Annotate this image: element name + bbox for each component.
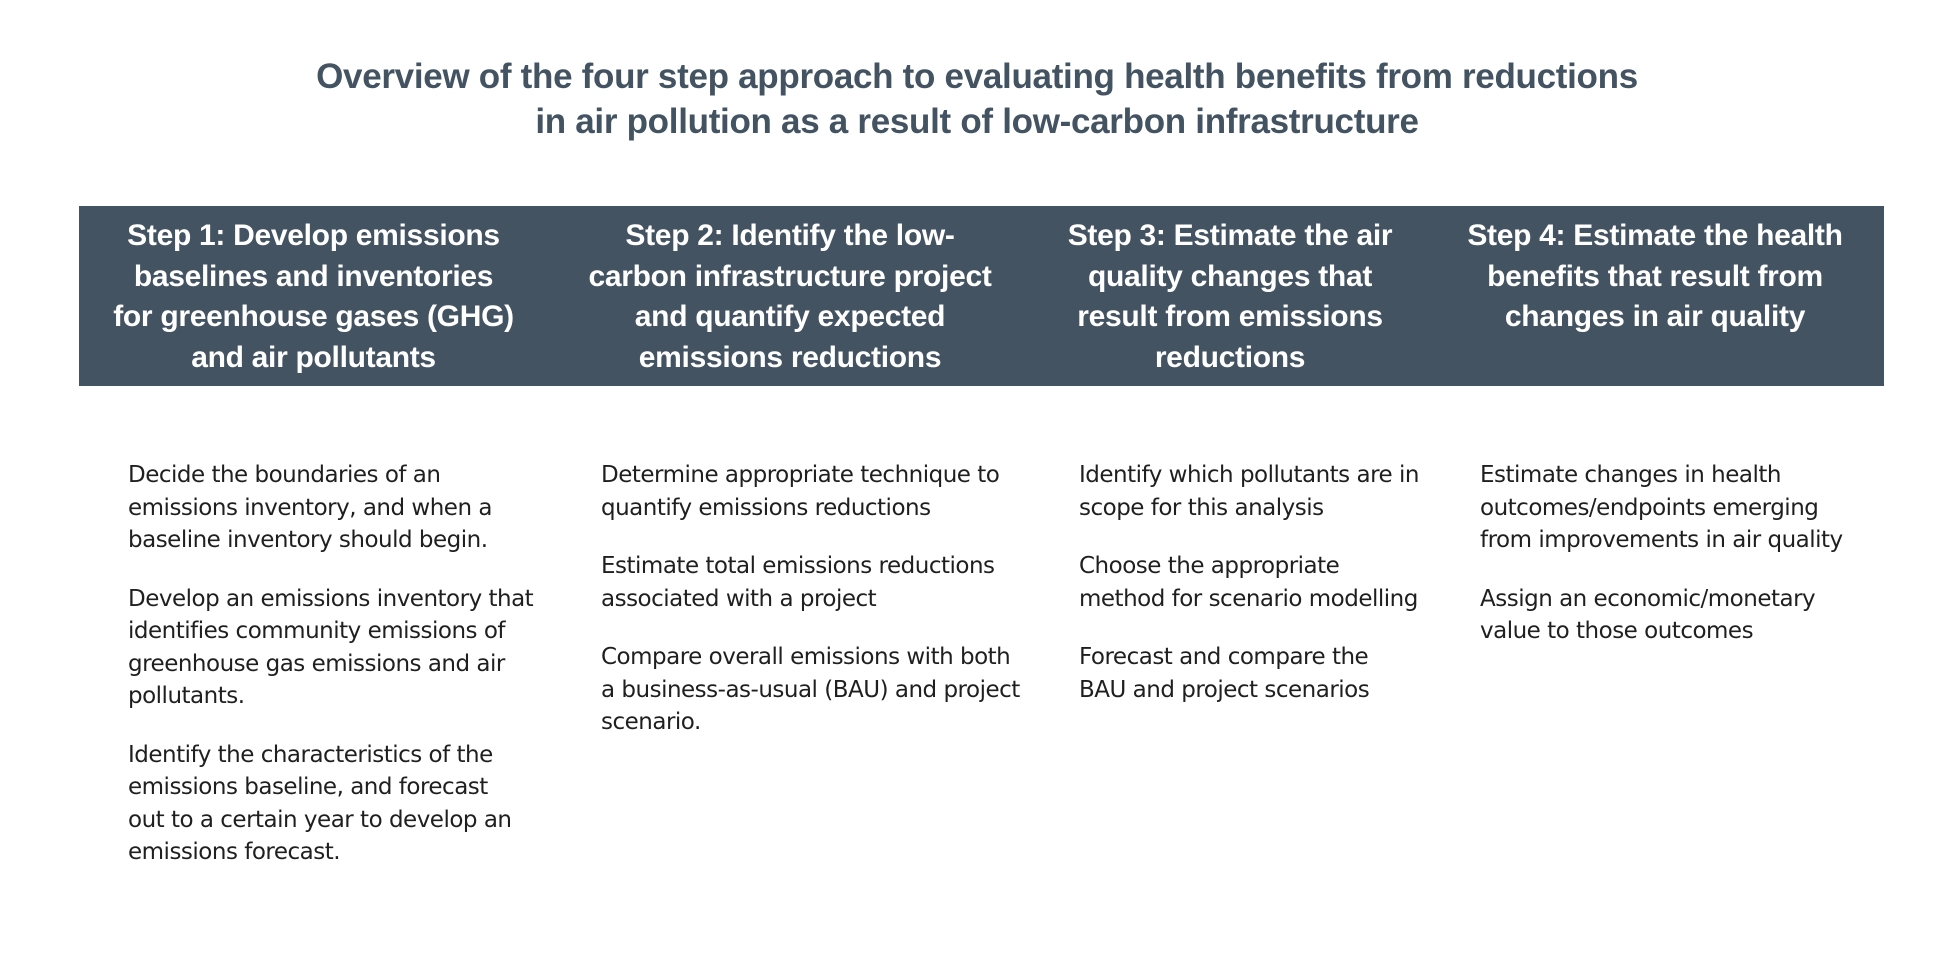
step-2-title-line: and quantify expected [634, 300, 946, 333]
text-line: Decide the boundaries of an [128, 462, 441, 488]
step-1-title-line: baselines and inventories [133, 259, 494, 293]
text-line: associated with a project [601, 585, 877, 612]
step-4-details [1480, 459, 1880, 674]
step-1-paragraph [128, 739, 558, 869]
text-line: Assign an economic/monetary [1480, 585, 1816, 612]
text-line: scenario. [601, 709, 701, 735]
step-2-paragraph [601, 550, 1041, 615]
step-3-paragraph [1079, 550, 1469, 615]
text-line: emissions forecast. [128, 839, 341, 865]
step-4-paragraph [1480, 459, 1880, 557]
step-2-paragraph [601, 459, 1041, 524]
text-line: outcomes/endpoints emerging [1480, 494, 1819, 521]
step-2-title-line: emissions reductions [638, 340, 942, 374]
step-1-title-line: and air pollutants [191, 340, 436, 374]
step-2-details [601, 459, 1041, 765]
step-4-paragraph [1480, 583, 1880, 648]
text-line: emissions baseline, and forecast [128, 774, 488, 800]
step-4-title-line: Step 4: Estimate the health [1467, 219, 1843, 252]
step-3-title-line: quality changes that [1087, 259, 1373, 293]
text-line: out to a certain year to develop an [128, 806, 512, 833]
step-3-title-line: Step 3: Estimate the air [1067, 219, 1393, 252]
step-4-title-line: changes in air quality [1504, 300, 1806, 333]
text-line: quantify emissions reductions [601, 494, 931, 521]
step-1-details [128, 459, 558, 895]
text-line: Compare overall emissions with both [601, 644, 1011, 670]
text-line: Identify which pollutants are in [1079, 462, 1419, 488]
step-2-title [565, 216, 1015, 378]
text-line: from improvements in air quality [1480, 527, 1843, 553]
step-3-details [1079, 459, 1469, 732]
step-4-title [1440, 216, 1870, 338]
step-3-title-line: reductions [1154, 340, 1306, 374]
step-1-title-line: Step 1: Develop emissions [127, 219, 500, 252]
step-2-title-line: carbon infrastructure project [588, 259, 992, 293]
text-line: value to those outcomes [1480, 618, 1754, 644]
step-2-paragraph [601, 641, 1041, 739]
text-line: Determine appropriate technique to [601, 462, 1000, 488]
text-line: baseline inventory should begin. [128, 527, 488, 553]
text-line: Estimate changes in health [1480, 462, 1781, 488]
text-line: emissions inventory, and when a [128, 494, 492, 521]
step-3-paragraph [1079, 641, 1469, 706]
text-line: Identify the characteristics of the [128, 741, 493, 768]
page-title [0, 54, 1954, 144]
text-line: pollutants. [128, 683, 245, 709]
step-1-title-line: for greenhouse gases (GHG) [113, 300, 514, 333]
page-title-line-2: in air pollution as a result of low-carbon infrastructure [535, 102, 1419, 141]
step-3-title [1045, 216, 1415, 378]
text-line: Forecast and compare the [1079, 644, 1369, 670]
step-1-paragraph [128, 583, 558, 713]
step-4-title-line: benefits that result from [1487, 259, 1823, 293]
text-line: scope for this analysis [1079, 494, 1324, 521]
text-line: greenhouse gas emissions and air [128, 650, 505, 677]
text-line: a business-as-usual (BAU) and project [601, 676, 1020, 703]
text-line: Develop an emissions inventory that [128, 585, 534, 612]
text-line: Choose the appropriate [1079, 553, 1340, 579]
step-2-title-line: Step 2: Identify the low- [625, 219, 955, 252]
step-1-paragraph [128, 459, 558, 557]
text-line: Estimate total emissions reductions [601, 553, 995, 579]
page-title-line-1: Overview of the four step approach to evaluating health benefits from reductions [316, 57, 1638, 96]
step-3-title-line: result from emissions [1077, 300, 1383, 333]
step-3-paragraph [1079, 459, 1469, 524]
step-1-title [91, 216, 536, 378]
text-line: identifies community emissions of [128, 618, 505, 644]
text-line: method for scenario modelling [1079, 585, 1418, 612]
text-line: BAU and project scenarios [1079, 676, 1370, 703]
